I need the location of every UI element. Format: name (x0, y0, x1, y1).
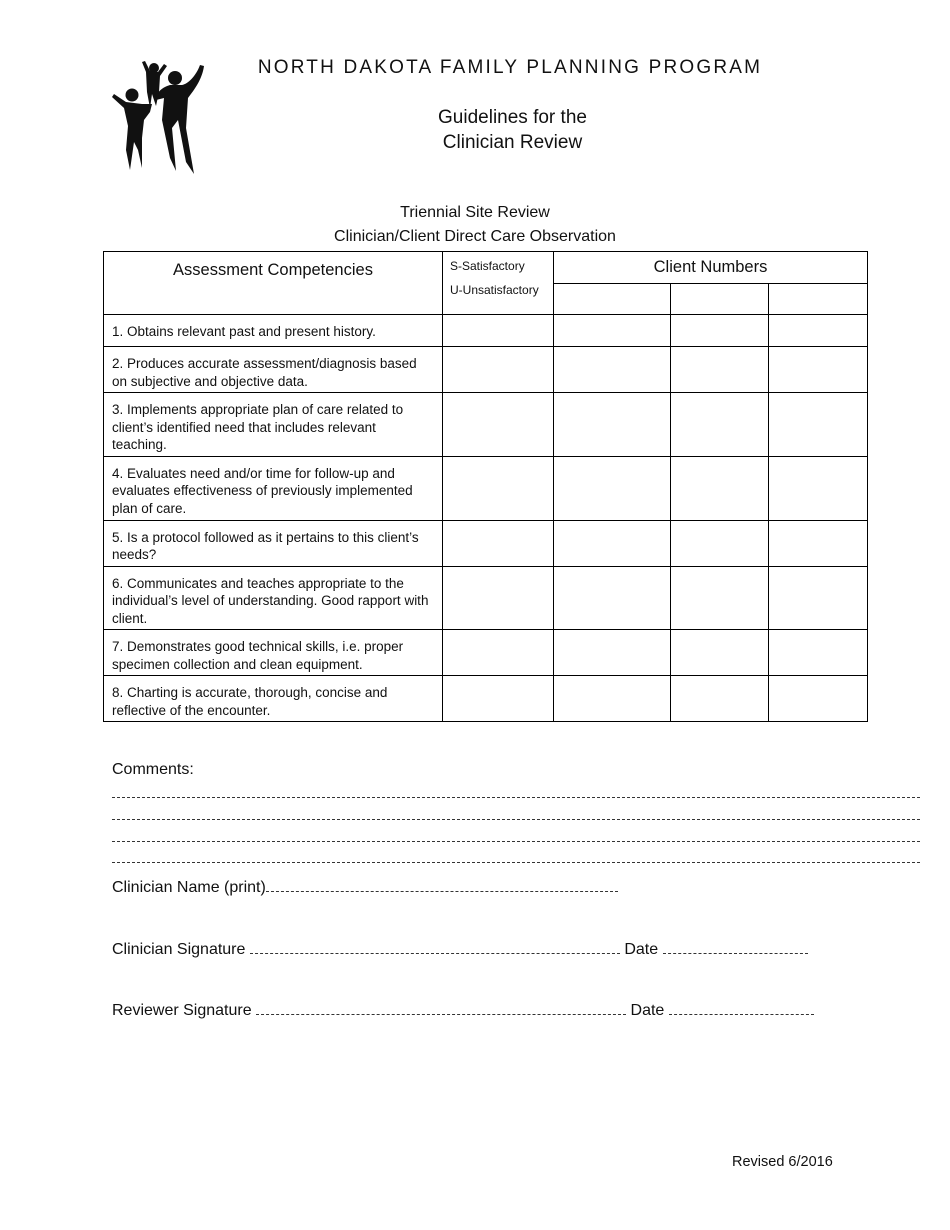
document-title (330, 105, 695, 155)
client-cell[interactable] (769, 566, 868, 630)
rating-cell[interactable] (443, 676, 554, 722)
comment-line-4[interactable] (112, 862, 920, 863)
table-row (104, 393, 868, 457)
criterion-text: 2. Produces accurate assessment/diagnosis based on subjective and objective data. (104, 347, 443, 393)
client-cell[interactable] (554, 630, 671, 676)
client-numbers-header: Client Numbers (554, 252, 868, 284)
competencies-header: Assessment Competencies (104, 252, 443, 315)
table-row (104, 676, 868, 722)
client-cell[interactable] (769, 630, 868, 676)
client-cell[interactable] (769, 315, 868, 347)
scale-satisfactory: S-Satisfactory (450, 259, 525, 273)
client-cell[interactable] (554, 456, 671, 520)
reviewer-date-field[interactable] (669, 1000, 814, 1015)
client-cell[interactable] (671, 393, 769, 457)
client-cell[interactable] (769, 393, 868, 457)
criterion-text: 3. Implements appropriate plan of care related to client’s identified need that includes relevant teaching. (104, 393, 443, 457)
client-cell[interactable] (671, 315, 769, 347)
table-row (104, 630, 868, 676)
client-cell[interactable] (769, 676, 868, 722)
clinician-name-row (112, 877, 618, 897)
comments-label: Comments: (112, 761, 194, 778)
criterion-text: 7. Demonstrates good technical skills, i.e. proper specimen collection and clean equipment. (104, 630, 443, 676)
clinician-signature-row (112, 939, 808, 959)
client-number-field-3[interactable] (769, 284, 868, 315)
client-number-field-2[interactable] (671, 284, 769, 315)
reviewer-date-label: Date (630, 1002, 665, 1019)
revision-date: Revised 6/2016 (732, 1154, 833, 1170)
rating-cell[interactable] (443, 566, 554, 630)
rating-cell[interactable] (443, 456, 554, 520)
client-cell[interactable] (769, 456, 868, 520)
client-cell[interactable] (554, 347, 671, 393)
clinician-name-field[interactable] (266, 877, 618, 892)
client-cell[interactable] (554, 566, 671, 630)
document-title-line-2: Clinician Review (442, 132, 583, 153)
client-cell[interactable] (671, 676, 769, 722)
section-heading (200, 201, 750, 249)
clinician-name-label: Clinician Name (print) (112, 879, 266, 896)
clinician-date-label: Date (624, 941, 659, 958)
client-cell[interactable] (671, 456, 769, 520)
client-cell[interactable] (554, 393, 671, 457)
criterion-text: 1. Obtains relevant past and present history. (104, 315, 443, 347)
organization-title: NORTH DAKOTA FAMILY PLANNING PROGRAM (257, 57, 763, 78)
client-cell[interactable] (554, 315, 671, 347)
clinician-signature-field[interactable] (250, 939, 620, 954)
client-cell[interactable] (769, 520, 868, 566)
section-heading-line-2: Clinician/Client Direct Care Observation (334, 228, 616, 245)
criterion-text: 8. Charting is accurate, thorough, concise and reflective of the encounter. (104, 676, 443, 722)
clinician-date-field[interactable] (663, 939, 808, 954)
document-title-line-1: Guidelines for the (438, 107, 587, 128)
rating-scale-header (443, 252, 554, 315)
reviewer-signature-row (112, 1000, 814, 1020)
competency-table (103, 251, 868, 722)
clinician-signature-label: Clinician Signature (112, 941, 246, 958)
reviewer-signature-field[interactable] (256, 1000, 626, 1015)
rating-cell[interactable] (443, 520, 554, 566)
table-row (104, 315, 868, 347)
table-row (104, 456, 868, 520)
comment-line-2[interactable] (112, 819, 920, 820)
rating-cell[interactable] (443, 315, 554, 347)
client-number-field-1[interactable] (554, 284, 671, 315)
client-cell[interactable] (554, 520, 671, 566)
client-cell[interactable] (671, 630, 769, 676)
section-heading-line-1: Triennial Site Review (400, 204, 550, 221)
table-row (104, 566, 868, 630)
table-row (104, 520, 868, 566)
client-cell[interactable] (554, 676, 671, 722)
criterion-text: 6. Communicates and teaches appropriate to the individual’s level of understanding. Good rapport with client. (104, 566, 443, 630)
client-cell[interactable] (769, 347, 868, 393)
criterion-text: 5. Is a protocol followed as it pertains to this client’s needs? (104, 520, 443, 566)
family-figures-logo-icon (112, 58, 212, 176)
client-cell[interactable] (671, 520, 769, 566)
scale-unsatisfactory: U-Unsatisfactory (450, 283, 539, 297)
table-row (104, 347, 868, 393)
client-cell[interactable] (671, 566, 769, 630)
rating-cell[interactable] (443, 347, 554, 393)
criterion-text: 4. Evaluates need and/or time for follow-up and evaluates effectiveness of previously implemented plan of care. (104, 456, 443, 520)
comment-line-1[interactable] (112, 797, 920, 798)
rating-cell[interactable] (443, 630, 554, 676)
reviewer-signature-label: Reviewer Signature (112, 1002, 252, 1019)
comment-line-3[interactable] (112, 841, 920, 842)
client-cell[interactable] (671, 347, 769, 393)
rating-cell[interactable] (443, 393, 554, 457)
